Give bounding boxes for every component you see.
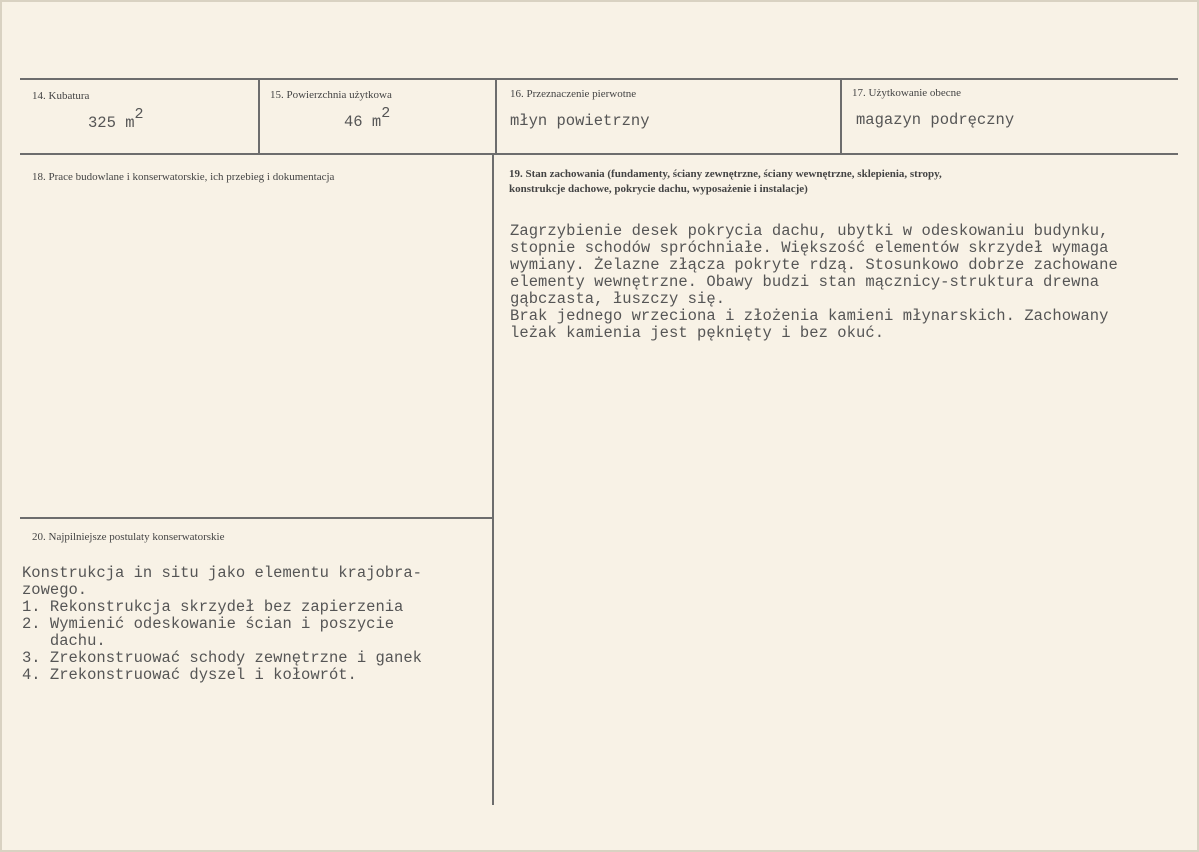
field-16-label: 16. Przeznaczenie pierwotne (510, 88, 637, 100)
field-18-label: 18. Prace budowlane i konserwatorskie, ich przebieg i dokumentacja (32, 171, 335, 183)
condition-line: wymiany. Żelazne złącza pokryte rdzą. Stosunkowo dobrze zachowane (510, 256, 1118, 274)
postulate-line: 3. Zrekonstruować schody zewnętrzne i ganek (22, 649, 422, 667)
postulate-line: zowego. (22, 581, 88, 599)
cubature-number: 325 (88, 114, 116, 132)
field-19-heading: 19. Stan zachowania (fundamenty, ściany zewnętrzne, ściany wewnętrzne, sklepienia, stropy, (509, 168, 942, 180)
cubature-unit: m (125, 114, 135, 132)
field-20-text (22, 548, 422, 684)
field-15-value (344, 105, 391, 131)
postulate-line: 2. Wymienić odeskowanie ścian i poszycie (22, 615, 395, 633)
postulate-line: Konstrukcja in situ jako elementu krajobra- (22, 564, 422, 582)
field-19-label-line-1 (509, 168, 942, 180)
condition-line: stopnie schodów spróchniałe. Większość elementów skrzydeł wymaga (510, 239, 1109, 257)
condition-line: leżak kamienia jest pęknięty i bez okuć. (510, 324, 885, 342)
condition-line: Zagrzybienie desek pokrycia dachu, ubytki w odeskowaniu budynku, (510, 222, 1109, 240)
field-17-value: magazyn podręczny (856, 111, 1015, 129)
condition-line: elementy wewnętrzne. Obawy budzi stan mącznicy-struktura drewna (510, 273, 1100, 291)
field-19-text (510, 206, 1118, 342)
field-19-label-line-2 (509, 183, 808, 195)
divider-left-right (492, 155, 494, 805)
area-exponent: 2 (381, 105, 391, 122)
cubature-exponent: 2 (134, 106, 144, 123)
field-19-heading-2: konstrukcje dachowe, pokrycie dachu, wyposażenie i instalacje) (509, 183, 808, 195)
area-number: 46 (344, 113, 363, 131)
field-14-value (88, 106, 144, 132)
divider-14-15 (258, 80, 260, 155)
postulate-line: dachu. (22, 632, 106, 650)
postulate-line: 4. Zrekonstruować dyszel i kołowrót. (22, 666, 357, 684)
condition-line: Brak jednego wrzeciona i złożenia kamieni młynarskich. Zachowany (510, 307, 1109, 325)
postulate-line: 1. Rekonstrukcja skrzydeł bez zapierzenia (22, 598, 404, 616)
field-16-value: młyn powietrzny (510, 112, 650, 130)
divider-16-17 (840, 80, 842, 155)
condition-line: gąbczasta, łuszczy się. (510, 290, 726, 308)
field-20-label: 20. Najpilniejsze postulaty konserwatorskie (32, 531, 225, 543)
field-15-label: 15. Powierzchnia użytkowa (270, 89, 392, 101)
section-18-20-rule (20, 517, 493, 519)
divider-15-16 (495, 80, 497, 155)
top-rule (20, 78, 1178, 80)
field-14-label: 14. Kubatura (32, 90, 90, 102)
row-rule (20, 153, 1178, 155)
field-17-label: 17. Użytkowanie obecne (852, 87, 962, 99)
area-unit: m (371, 113, 382, 131)
